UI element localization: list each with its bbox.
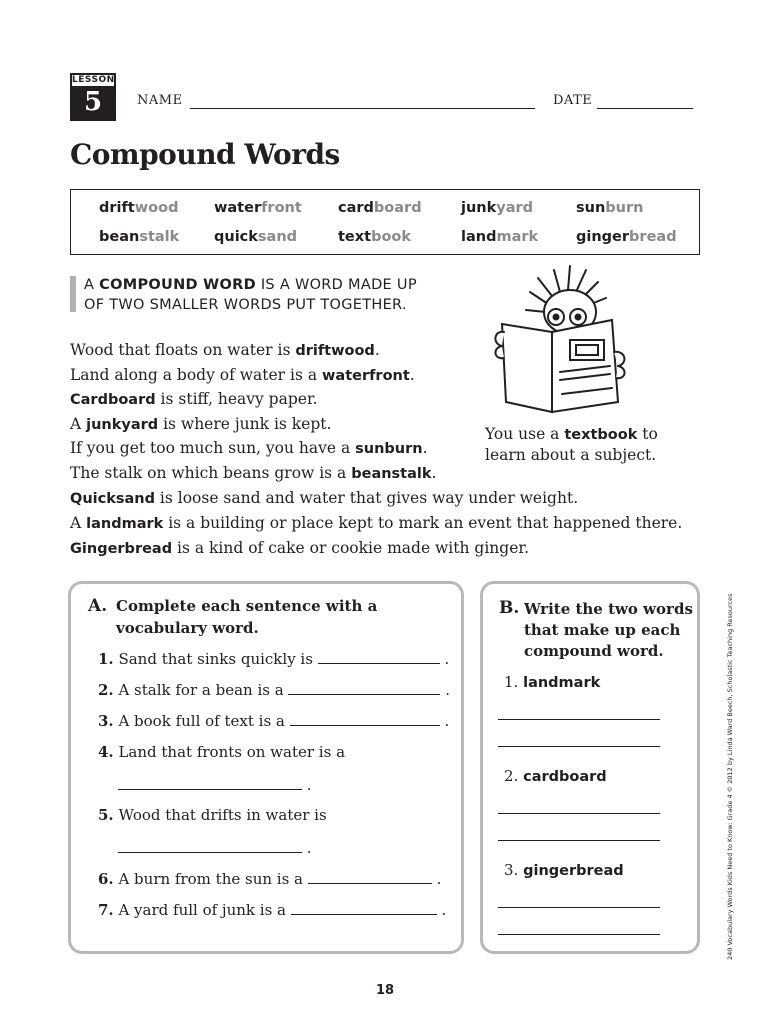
vocab-word: Cardboard: [70, 392, 156, 408]
question-3: 3. A book full of text is a .: [98, 712, 450, 730]
question-4-answer-line: .: [118, 776, 312, 794]
date-field[interactable]: [597, 107, 693, 109]
definition-line: A junkyard is where junk is kept.: [70, 415, 332, 433]
page-number: 18: [375, 983, 395, 998]
word-bank-item: landmark: [461, 229, 539, 245]
date-label: DATE: [553, 93, 593, 108]
compound-item-1: 1. landmark: [504, 673, 601, 691]
definition-line: Land along a body of water is a waterfront.: [70, 366, 415, 384]
definition-line: The stalk on which beans grow is a beanstalk.: [70, 464, 437, 482]
question-1: 1. Sand that sinks quickly is .: [98, 650, 450, 668]
vocab-word: junkyard: [86, 417, 159, 433]
section-a-letter: A.: [88, 596, 108, 616]
vocab-word: waterfront: [322, 368, 410, 384]
vocab-word: driftwood: [295, 343, 375, 359]
question-5: 5. Wood that drifts in water is: [98, 806, 327, 824]
word-bank-item: quicksand: [214, 229, 298, 245]
word-bank-item: junkyard: [461, 200, 534, 216]
copyright-credit: 240 Vocabulary Words Kids Need to Know: Grade 4 © 2012 by Linda Ward Beech, Scholastic Teaching Resources: [726, 593, 734, 960]
word-bank-item: waterfront: [214, 200, 302, 216]
definition-line: A landmark is a building or place kept to mark an event that happened there.: [70, 514, 683, 532]
word-bank-item: cardboard: [338, 200, 422, 216]
definition-line: Gingerbread is a kind of cake or cookie made with ginger.: [70, 539, 529, 557]
section-b-heading-3: compound word.: [524, 642, 664, 660]
rule-bar: [70, 276, 76, 312]
lesson-badge: [70, 73, 116, 121]
question-4: 4. Land that fronts on water is a: [98, 743, 346, 761]
definition-line: If you get too much sun, you have a sunburn.: [70, 439, 428, 457]
word-box: [70, 189, 700, 255]
rule-term: COMPOUND WORD: [99, 277, 256, 293]
answer-blank[interactable]: [290, 724, 440, 726]
section-a-heading-2: vocabulary word.: [116, 619, 259, 637]
word-bank-item: driftwood: [99, 200, 179, 216]
answer-line[interactable]: [498, 745, 660, 747]
page-title: Compound Words: [70, 138, 340, 171]
lesson-number: 5: [83, 87, 103, 117]
answer-line[interactable]: [498, 718, 660, 720]
answer-line[interactable]: [498, 906, 660, 908]
rule-line-1: A COMPOUND WORD IS A WORD MADE UP: [84, 277, 417, 293]
word-bank-item: beanstalk: [99, 229, 180, 245]
question-6: 6. A burn from the sun is a .: [98, 870, 442, 888]
vocab-word: Gingerbread: [70, 541, 173, 557]
answer-blank[interactable]: [118, 851, 302, 853]
word-bank-item: sunburn: [576, 200, 644, 216]
reading-girl-illustration: [490, 262, 638, 420]
word-bank-item: textbook: [338, 229, 412, 245]
compound-word: cardboard: [523, 769, 607, 785]
definition-line: Cardboard is stiff, heavy paper.: [70, 390, 318, 408]
vocab-word: Quicksand: [70, 491, 155, 507]
compound-item-2: 2. cardboard: [504, 767, 607, 785]
definition-line: Wood that floats on water is driftwood.: [70, 341, 380, 359]
vocab-word: beanstalk: [351, 466, 432, 482]
section-b-heading-2: that make up each: [524, 621, 681, 639]
answer-line[interactable]: [498, 812, 660, 814]
lesson-label: LESSON: [72, 75, 115, 85]
answer-blank[interactable]: [308, 882, 432, 884]
vocab-word: landmark: [86, 516, 164, 532]
book-left-page: [502, 324, 552, 412]
vocab-word: sunburn: [355, 441, 423, 457]
section-a-heading-1: Complete each sentence with a: [116, 597, 378, 615]
compound-word: landmark: [523, 675, 601, 691]
answer-blank[interactable]: [288, 693, 440, 695]
textbook-note-line-1: You use a textbook to: [485, 425, 658, 443]
answer-line[interactable]: [498, 933, 660, 935]
answer-line[interactable]: [498, 839, 660, 841]
name-label: NAME: [137, 93, 183, 108]
answer-blank[interactable]: [291, 913, 437, 915]
definition-line: Quicksand is loose sand and water that gives way under weight.: [70, 489, 579, 507]
compound-item-3: 3. gingerbread: [504, 861, 624, 879]
question-5-answer-line: .: [118, 839, 312, 857]
answer-blank[interactable]: [318, 662, 440, 664]
section-b-letter: B.: [499, 598, 520, 618]
answer-blank[interactable]: [118, 788, 302, 790]
word-bank-item: gingerbread: [576, 229, 677, 245]
rule-line-2: OF TWO SMALLER WORDS PUT TOGETHER.: [84, 297, 407, 313]
textbook-note-line-2: learn about a subject.: [485, 446, 657, 464]
compound-word: gingerbread: [523, 863, 624, 879]
question-7: 7. A yard full of junk is a .: [98, 901, 447, 919]
question-2: 2. A stalk for a bean is a .: [98, 681, 451, 699]
name-field[interactable]: [190, 107, 535, 109]
section-b-heading-1: Write the two words: [524, 600, 693, 618]
